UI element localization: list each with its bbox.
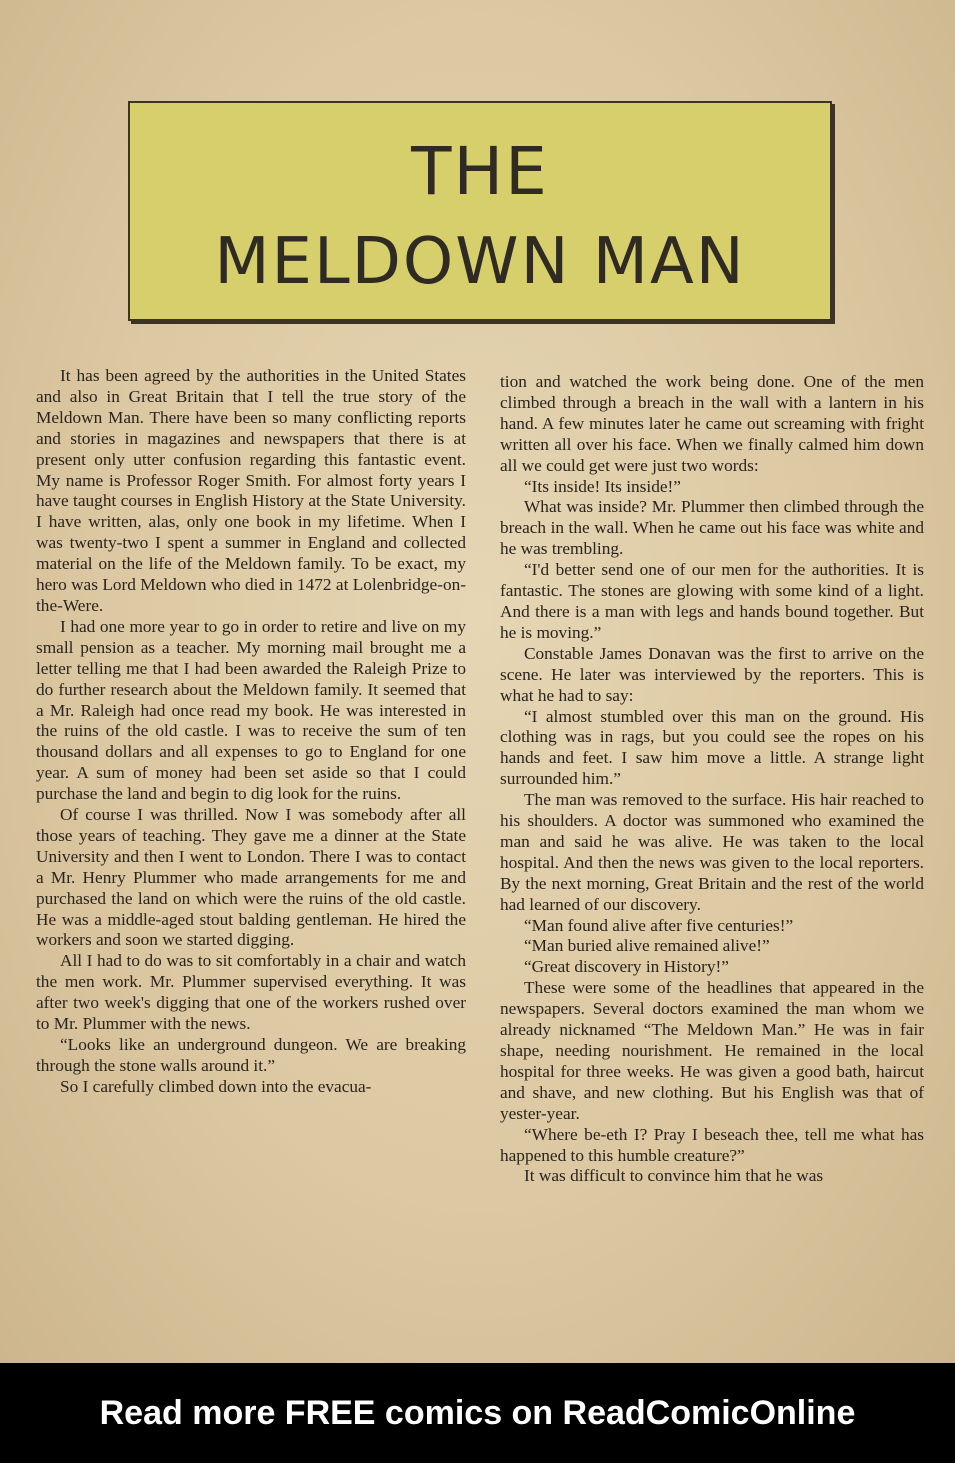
title-line-2: MELDOWN MAN bbox=[214, 225, 746, 299]
title-box bbox=[128, 101, 832, 321]
paragraph: “I'd better send one of our men for the authorities. It is fantastic. The stones are glowing with some kind of a light. And there is a man with legs and hands bound together. But he is moving.” bbox=[500, 560, 924, 642]
paragraph: It was difficult to convince him that he was bbox=[524, 1166, 824, 1186]
headline: “Great discovery in History!” bbox=[524, 957, 729, 977]
paragraph: “Its inside! Its inside!” bbox=[524, 476, 681, 496]
paragraph: What was inside? Mr. Plummer then climbed through the breach in the wall. When he came out his face was white and he was trembling. bbox=[500, 497, 924, 559]
paragraph: It has been agreed by the authorities in the United States and also in Great Britain that I tell the true story of the Meldown Man. There have been so many conflicting reports and stories in magazines and newspapers that there is at present only utter confusion regarding this fantastic event. My name is Professor Roger Smith. For almost forty years I have taught courses in English History at the State University. I have written, alas, only one book in my lifetime. When I was twenty-two I spent a summer in England and collected material on the life of the Meldown family. To be exact, my hero was Lord Meldown who died in 1472 at Lolenbridge-on-the-Were. bbox=[36, 366, 466, 615]
story-column-right bbox=[500, 372, 924, 1187]
paragraph: So I carefully climbed down into the evacua- bbox=[60, 1076, 372, 1096]
paragraph: Constable James Donavan was the first to arrive on the scene. He later was interviewed by the reporters. This is what he had to say: bbox=[500, 643, 924, 705]
story-column-left bbox=[36, 366, 466, 1098]
paragraph: These were some of the headlines that appeared in the newspapers. Several doctors examined the man whom we already nicknamed “The Meldown Man.” He was in fair shape, needing nourishment. He remained in the local hospital for three weeks. He was given a good bath, haircut and shave, and new clothing. But his English was that of yester-year. bbox=[500, 978, 924, 1123]
paragraph: All I had to do was to sit comfortably in a chair and watch the men work. Mr. Plummer supervised everything. It was after two week's digging that one of the workers rushed over to Mr. Plummer with the news. bbox=[36, 951, 466, 1034]
headline: “Man found alive after five centuries!” bbox=[524, 915, 794, 935]
paragraph: I had one more year to go in order to retire and live on my small pension as a teacher. My morning mail brought me a letter telling me that I had been awarded the Raleigh Prize to do further research about the Meldown family. It seemed that a Mr. Raleigh had once read my book. He was interested in the ruins of the old castle. I was to receive the sum of ten thousand dollars and all expenses to go to England for one year. A sum of money had been set aside so that I could purchase the land and begin to dig look for the ruins. bbox=[36, 616, 466, 804]
paragraph: tion and watched the work being done. One of the men climbed through a breach in the wall with a lantern in his hand. A few minutes later he came out screaming with fright written all over his face. When we finally calmed him down all we could get were just two words: bbox=[500, 372, 924, 475]
title-line-1: THE bbox=[411, 133, 549, 210]
paragraph: “Where be-eth I? Pray I beseach thee, tell me what has happened to this humble creature?” bbox=[500, 1124, 924, 1165]
paragraph: “I almost stumbled over this man on the ground. His clothing was in rags, but you could see the ropes on his hands and feet. I saw him move a little. A strange light surrounded him.” bbox=[500, 706, 924, 789]
paragraph: Of course I was thrilled. Now I was somebody after all those years of teaching. They gave me a dinner at the State University and then I went to London. There I was to contact a Mr. Henry Plummer who made arrangements for me and purchased the land on which were the ruins of the old castle. He was a middle-aged stout balding gentleman. He hired the workers and soon we started digging. bbox=[36, 805, 466, 950]
paragraph: The man was removed to the surface. His hair reached to his shoulders. A doctor was summoned who examined the man and said he was alive. He was taken to the local hospital. And then the news was given to the local reporters. By the next morning, Great Britain and the rest of the world had learned of our discovery. bbox=[500, 790, 924, 914]
headline: “Man buried alive remained alive!” bbox=[524, 936, 770, 956]
promo-banner: Read more FREE comics on ReadComicOnline bbox=[0, 1363, 955, 1463]
paragraph: “Looks like an underground dungeon. We are breaking through the stone walls around it.” bbox=[36, 1035, 466, 1075]
